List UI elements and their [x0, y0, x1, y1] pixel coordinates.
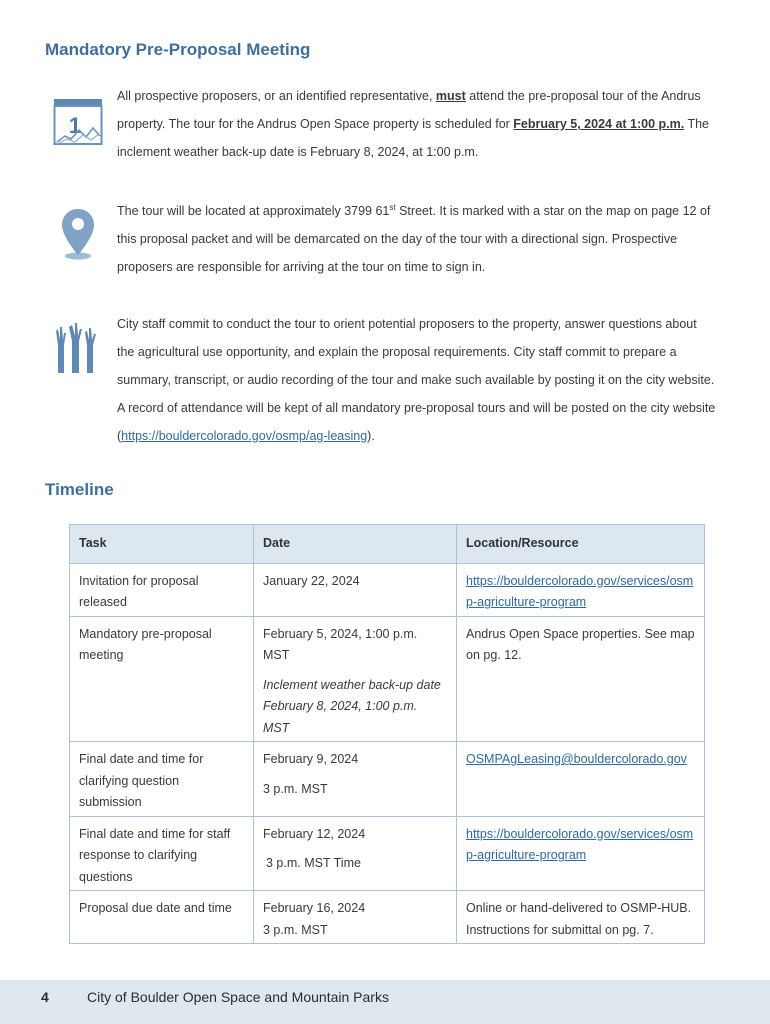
page-number: 4	[41, 989, 49, 1005]
cell-task: Proposal due date and time	[70, 891, 254, 944]
header-date: Date	[254, 525, 457, 564]
location-pin-icon	[60, 207, 96, 266]
date-note: 3 p.m. MST	[263, 922, 328, 937]
table-row	[70, 616, 705, 742]
cell-date	[254, 891, 457, 944]
calendar-icon	[53, 98, 103, 151]
table-row	[70, 816, 705, 891]
paragraph-tour-location: The tour will be located at approximately 3799 61st Street. It is marked with a star on the map on page 12 of this proposal packet and will be demarcated on the day of the tour with a directional sign. Prospective proposers are responsible for arriving at the tour on time to sign in.	[117, 203, 711, 275]
cell-date	[254, 742, 457, 817]
date-primary: February 9, 2024	[263, 752, 359, 766]
cell-date	[254, 816, 457, 891]
header-task: Task	[70, 525, 254, 564]
table-row	[70, 563, 705, 616]
cell-date	[254, 616, 457, 742]
date-note: 3 p.m. MST Time	[266, 856, 361, 870]
cell-location	[457, 742, 705, 817]
raised-hands-icon	[53, 323, 101, 380]
cell-location: Andrus Open Space properties. See map on pg. 12.	[457, 616, 705, 742]
calendar-number: 1	[68, 113, 82, 138]
must-emphasis: must	[435, 89, 466, 103]
cell-task: Mandatory pre-proposal meeting	[70, 616, 254, 742]
email-link[interactable]: OSMPAgLeasing@bouldercolorado.gov	[466, 752, 687, 766]
page-footer	[0, 980, 770, 1024]
table-header-row	[70, 525, 705, 564]
cell-task: Final date and time for clarifying question submission	[70, 742, 254, 817]
section-heading-timeline: Timeline	[45, 480, 114, 499]
footer-organization: City of Boulder Open Space and Mountain Parks	[87, 989, 389, 1005]
agriculture-program-link[interactable]: https://bouldercolorado.gov/services/osmp-agriculture-program	[466, 826, 694, 862]
header-location: Location/Resource	[457, 525, 705, 564]
date-note: 3 p.m. MST	[263, 781, 328, 796]
date-primary: February 5, 2024, 1:00 p.m. MST	[263, 626, 418, 662]
date-note: Inclement weather back-up date February 8, 2024, 1:00 p.m. MST	[263, 677, 441, 735]
paragraph-tour-requirement: All prospective proposers, or an identified representative, must attend the pre-proposal tour of the Andrus property. The tour for the Andrus Open Space property is scheduled for February 5, 2024 at 1:00 p.m. The inclement weather back-up date is February 8, 2024, at 1:00 p.m.	[117, 89, 710, 159]
ag-leasing-link[interactable]: https://bouldercolorado.gov/osmp/ag-leasing	[121, 429, 368, 443]
table-row	[70, 742, 705, 817]
tour-date-emphasis: February 5, 2024 at 1:00 p.m.	[513, 117, 685, 131]
timeline-table	[69, 524, 705, 944]
table-row	[70, 891, 705, 944]
cell-location: Online or hand-delivered to OSMP-HUB. Instructions for submittal on pg. 7.	[457, 891, 705, 944]
cell-task: Final date and time for staff response to clarifying questions	[70, 816, 254, 891]
date-primary: February 16, 2024	[263, 901, 366, 915]
paragraph-staff-commitment: City staff commit to conduct the tour to orient potential proposers to the property, answer questions about the agricultural use opportunity, and explain the proposal requirements. City staff commit to prepare a summary, transcript, or audio recording of the tour and make such available by posting it on the city website. A record of attendance will be kept of all mandatory pre-proposal tours and will be posted on the city website (https://bouldercolorado.gov/osmp/ag-leasing).	[117, 317, 716, 443]
date-primary: February 12, 2024	[263, 826, 366, 841]
cell-location	[457, 816, 705, 891]
cell-date: January 22, 2024	[254, 563, 457, 616]
agriculture-program-link[interactable]: https://bouldercolorado.gov/services/osmp-agriculture-program	[466, 573, 694, 609]
cell-location	[457, 563, 705, 616]
section-heading-pre-proposal: Mandatory Pre-Proposal Meeting	[45, 40, 311, 59]
cell-task: Invitation for proposal released	[70, 563, 254, 616]
